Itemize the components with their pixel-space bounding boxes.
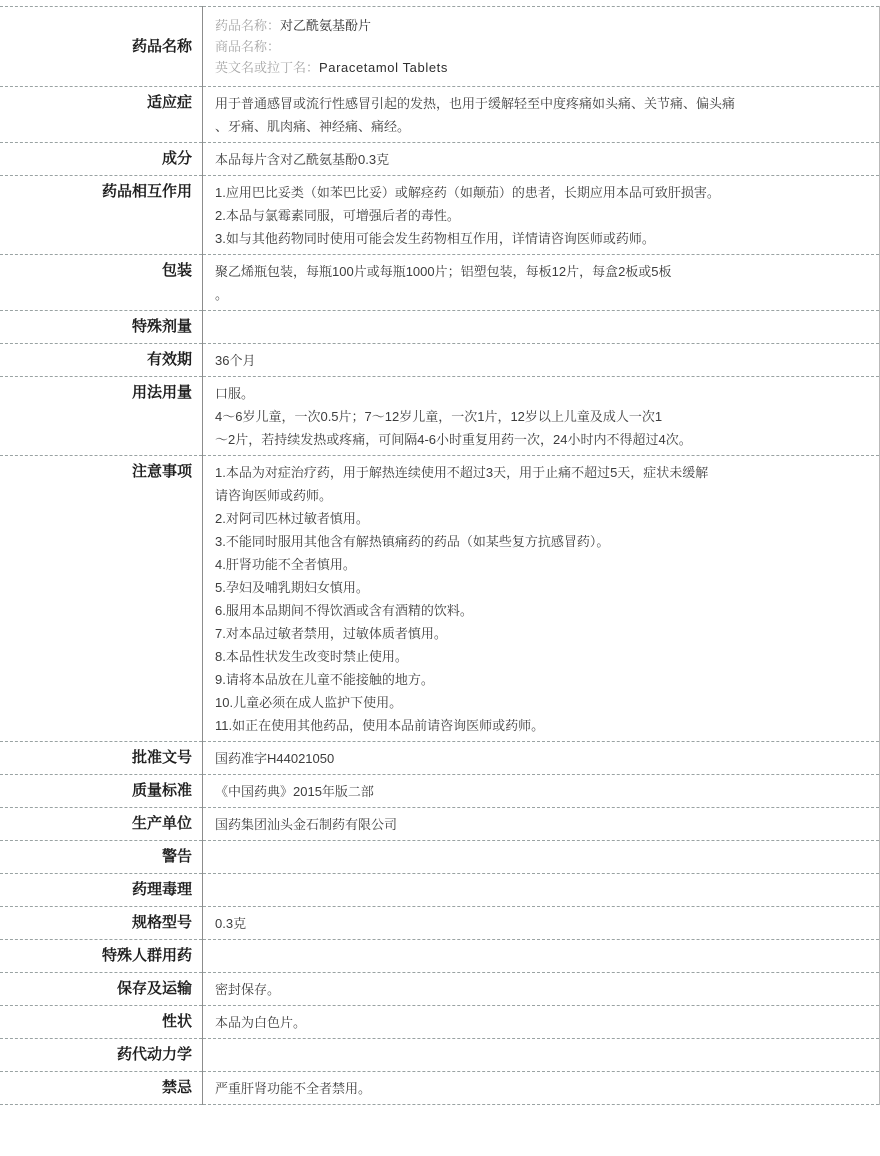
row-content bbox=[203, 742, 880, 775]
row-content bbox=[203, 874, 880, 907]
row-label: 用法用量 bbox=[0, 377, 203, 456]
row-content bbox=[203, 456, 880, 742]
row-label: 特殊人群用药 bbox=[0, 940, 203, 973]
row-label: 规格型号 bbox=[0, 907, 203, 940]
table-row bbox=[0, 973, 880, 1006]
row-label: 保存及运输 bbox=[0, 973, 203, 1006]
row-label: 适应症 bbox=[0, 87, 203, 143]
content-line: 本品为白色片。 bbox=[215, 1015, 307, 1030]
table-row bbox=[0, 87, 880, 143]
drug-info-table-body bbox=[0, 7, 880, 1105]
row-content bbox=[203, 775, 880, 808]
table-row bbox=[0, 874, 880, 907]
row-content bbox=[203, 1072, 880, 1105]
table-row bbox=[0, 808, 880, 841]
content-line: 7.对本品过敏者禁用，过敏体质者慎用。 bbox=[215, 626, 447, 641]
content-line: 密封保存。 bbox=[215, 982, 281, 997]
content-line: 36个月 bbox=[215, 353, 256, 368]
content-line: 国药准字H44021050 bbox=[215, 751, 335, 766]
content-line: 严重肝肾功能不全者禁用。 bbox=[215, 1081, 372, 1096]
row-content bbox=[203, 255, 880, 311]
drug-info-page bbox=[0, 6, 880, 1156]
table-row bbox=[0, 311, 880, 344]
row-content bbox=[203, 176, 880, 255]
content-line: 9.请将本品放在儿童不能接触的地方。 bbox=[215, 672, 434, 687]
field-value: Paracetamol Tablets bbox=[319, 60, 448, 75]
content-line: 4.肝肾功能不全者慎用。 bbox=[215, 557, 356, 572]
table-row bbox=[0, 344, 880, 377]
row-content bbox=[203, 377, 880, 456]
table-row bbox=[0, 456, 880, 742]
content-line: 、牙痛、肌肉痛、神经痛、痛经。 bbox=[215, 119, 411, 134]
content-line: 3.如与其他药物同时使用可能会发生药物相互作用，详情请咨询医师或药师。 bbox=[215, 231, 655, 246]
row-label: 生产单位 bbox=[0, 808, 203, 841]
row-label: 禁忌 bbox=[0, 1072, 203, 1105]
table-row bbox=[0, 377, 880, 456]
content-line: 国药集团汕头金石制药有限公司 bbox=[215, 817, 398, 832]
table-row bbox=[0, 176, 880, 255]
content-line: 本品每片含对乙酰氨基酚0.3克 bbox=[215, 152, 390, 167]
row-content bbox=[203, 841, 880, 874]
content-line: 聚乙烯瓶包装，每瓶100片或每瓶1000片；铝塑包装，每板12片，每盒2板或5板 bbox=[215, 264, 672, 279]
content-line: 5.孕妇及哺乳期妇女慎用。 bbox=[215, 580, 369, 595]
field-line bbox=[215, 57, 869, 78]
content-line: ～2片，若持续发热或疼痛，可间隔4-6小时重复用药一次，24小时内不得超过4次。 bbox=[215, 432, 692, 447]
row-label: 有效期 bbox=[0, 344, 203, 377]
row-content bbox=[203, 7, 880, 87]
field-key: 英文名或拉丁名： bbox=[215, 60, 320, 75]
content-line: 8.本品性状发生改变时禁止使用。 bbox=[215, 649, 408, 664]
content-line: 用于普通感冒或流行性感冒引起的发热，也用于缓解轻至中度疼痛如头痛、关节痛、偏头痛 bbox=[215, 96, 736, 111]
content-line: 3.不能同时服用其他含有解热镇痛药的药品（如某些复方抗感冒药）。 bbox=[215, 534, 610, 549]
row-label: 注意事项 bbox=[0, 456, 203, 742]
table-row bbox=[0, 1039, 880, 1072]
row-content bbox=[203, 808, 880, 841]
drug-info-table bbox=[0, 6, 880, 1105]
field-line bbox=[215, 36, 869, 57]
row-content bbox=[203, 87, 880, 143]
table-row bbox=[0, 7, 880, 87]
row-content bbox=[203, 1006, 880, 1039]
row-content bbox=[203, 344, 880, 377]
row-label: 药代动力学 bbox=[0, 1039, 203, 1072]
table-row bbox=[0, 1006, 880, 1039]
content-line: 《中国药典》2015年版二部 bbox=[215, 784, 374, 799]
row-label: 成分 bbox=[0, 143, 203, 176]
content-line: 6.服用本品期间不得饮酒或含有酒精的饮料。 bbox=[215, 603, 473, 618]
table-row bbox=[0, 841, 880, 874]
row-label: 质量标准 bbox=[0, 775, 203, 808]
table-row bbox=[0, 775, 880, 808]
row-label: 包装 bbox=[0, 255, 203, 311]
field-line bbox=[215, 15, 869, 36]
table-row bbox=[0, 940, 880, 973]
content-line: 0.3克 bbox=[215, 916, 247, 931]
content-line: 1.应用巴比妥类（如苯巴比妥）或解痉药（如颠茄）的患者，长期应用本品可致肝损害。 bbox=[215, 185, 720, 200]
content-line: 4～6岁儿童，一次0.5片；7～12岁儿童，一次1片，12岁以上儿童及成人一次1 bbox=[215, 409, 663, 424]
content-line: 2.对阿司匹林过敏者慎用。 bbox=[215, 511, 369, 526]
content-line: 10.儿童必须在成人监护下使用。 bbox=[215, 695, 403, 710]
row-content bbox=[203, 940, 880, 973]
table-row bbox=[0, 907, 880, 940]
content-line: 1.本品为对症治疗药，用于解热连续使用不超过3天，用于止痛不超过5天，症状未缓解 bbox=[215, 465, 709, 480]
field-value: 对乙酰氨基酚片 bbox=[280, 18, 372, 33]
row-label: 药品相互作用 bbox=[0, 176, 203, 255]
row-label: 警告 bbox=[0, 841, 203, 874]
table-row bbox=[0, 742, 880, 775]
content-line: 2.本品与氯霉素同服，可增强后者的毒性。 bbox=[215, 208, 460, 223]
content-line: 请咨询医师或药师。 bbox=[215, 488, 333, 503]
row-content bbox=[203, 907, 880, 940]
row-label: 药理毒理 bbox=[0, 874, 203, 907]
content-line: 。 bbox=[215, 287, 229, 302]
content-line: 口服。 bbox=[215, 386, 255, 401]
table-row bbox=[0, 143, 880, 176]
row-label: 特殊剂量 bbox=[0, 311, 203, 344]
row-label: 性状 bbox=[0, 1006, 203, 1039]
table-row bbox=[0, 1072, 880, 1105]
row-content bbox=[203, 973, 880, 1006]
row-content bbox=[203, 311, 880, 344]
row-label: 药品名称 bbox=[0, 7, 203, 87]
field-key: 药品名称： bbox=[215, 18, 281, 33]
table-row bbox=[0, 255, 880, 311]
field-key: 商品名称： bbox=[215, 39, 281, 54]
row-content bbox=[203, 143, 880, 176]
row-label: 批准文号 bbox=[0, 742, 203, 775]
row-content bbox=[203, 1039, 880, 1072]
content-line: 11.如正在使用其他药品，使用本品前请咨询医师或药师。 bbox=[215, 718, 545, 733]
